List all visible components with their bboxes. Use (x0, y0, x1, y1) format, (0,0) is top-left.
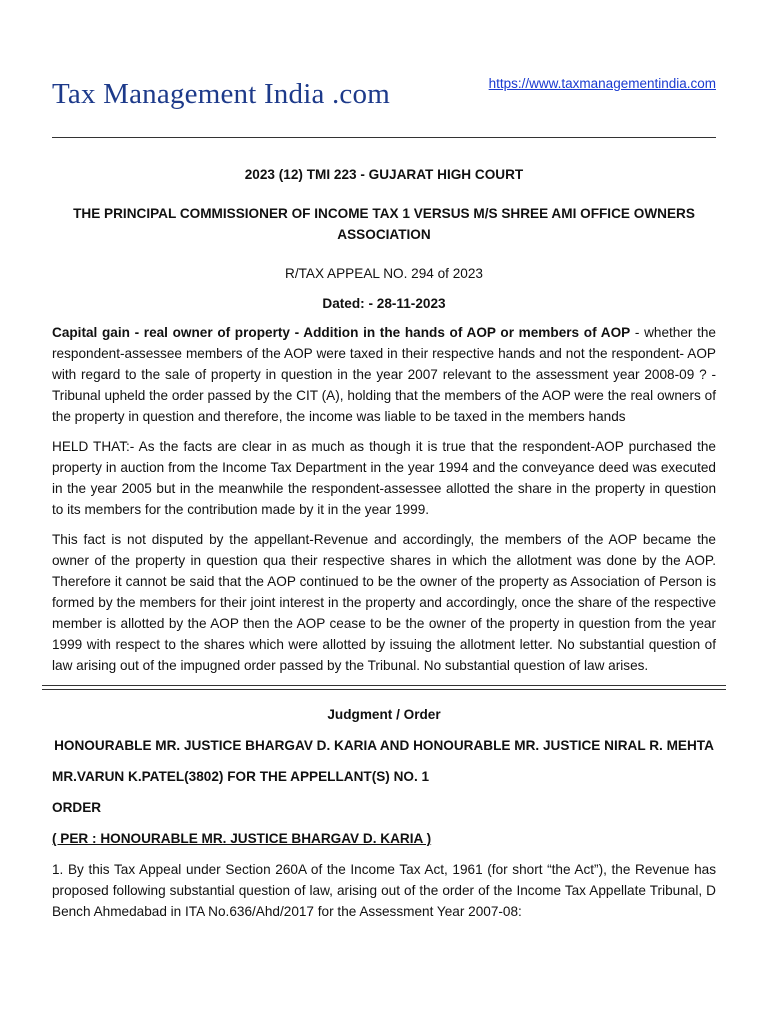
headnote-title: Capital gain - real owner of property - Addition in the hands of AOP or members of AOP (52, 325, 631, 340)
document-body (52, 138, 716, 922)
page-header (52, 0, 716, 138)
case-citation: 2023 (12) TMI 223 - GUJARAT HIGH COURT (244, 167, 524, 182)
counsel-line: MR.VARUN K.PATEL(3802) FOR THE APPELLANT(S) NO. 1 (52, 769, 430, 784)
appeal-number: R/TAX APPEAL NO. 294 of 2023 (285, 266, 483, 281)
headnote-text: - whether the respondent-assessee members of the AOP were taxed in their respective hands and not the respondent- AOP with regard to the sale of property in question in the year 2007 relevant to the assessment year 2008-09 ? - Tribunal upheld the order passed by the CIT (A), holding that the members of the AOP were the real owners of the property in question and therefore, the income was liable to be taxed in the members hands (52, 325, 716, 424)
judgment-heading: Judgment / Order (327, 707, 441, 722)
judgment-paragraph-1: 1. By this Tax Appeal under Section 260A of the Income Tax Act, 1961 (for short “the Act”), the Revenue has proposed following substantial question of law, arising out of the order of the Income Tax Appellate Tribunal, D Bench Ahmedabad in ITA No.636/Ahd/2017 for the Assessment Year 2007-08: (52, 862, 716, 919)
site-url-link[interactable]: https://www.taxmanagementindia.com (488, 76, 716, 91)
case-date: Dated: - 28-11-2023 (322, 296, 446, 311)
headnote-paragraph (52, 322, 716, 427)
section-divider (42, 685, 726, 690)
document-page (52, 0, 716, 922)
case-parties: THE PRINCIPAL COMMISSIONER OF INCOME TAX 1 VERSUS M/S SHREE AMI OFFICE OWNERS ASSOCIATION (73, 206, 695, 242)
bench-names: HONOURABLE MR. JUSTICE BHARGAV D. KARIA AND HONOURABLE MR. JUSTICE NIRAL R. MEHTA (54, 738, 714, 753)
site-brand: Tax Management India .com (52, 78, 390, 110)
order-heading: ORDER (52, 800, 102, 815)
held-paragraph: HELD THAT:- As the facts are clear in as much as though it is true that the respondent-AOP purchased the property in auction from the Income Tax Department in the year 1994 and the conveyance deed was executed in the year 2005 but in the meanwhile the respondent-assessee allotted the share in the property in question to its members for the contribution made by it in the year 1999. (52, 439, 716, 517)
per-judge-line: ( PER : HONOURABLE MR. JUSTICE BHARGAV D. KARIA ) (52, 831, 432, 846)
fact-paragraph: This fact is not disputed by the appellant-Revenue and accordingly, the members of the AOP became the owner of the property in question qua their respective shares in which the allotment was done by the AOP. Therefore it cannot be said that the AOP continued to be the owner of the property as Association of Person is formed by the members for their joint interest in the property and accordingly, once the share of the respective member is allotted by the AOP then the AOP cease to be the owner of the property in question from the year 1999 with respect to the shares which were allotted by issuing the allotment letter. No substantial question of law arising out of the impugned order passed by the Tribunal. No substantial question of law arises. (52, 532, 716, 673)
